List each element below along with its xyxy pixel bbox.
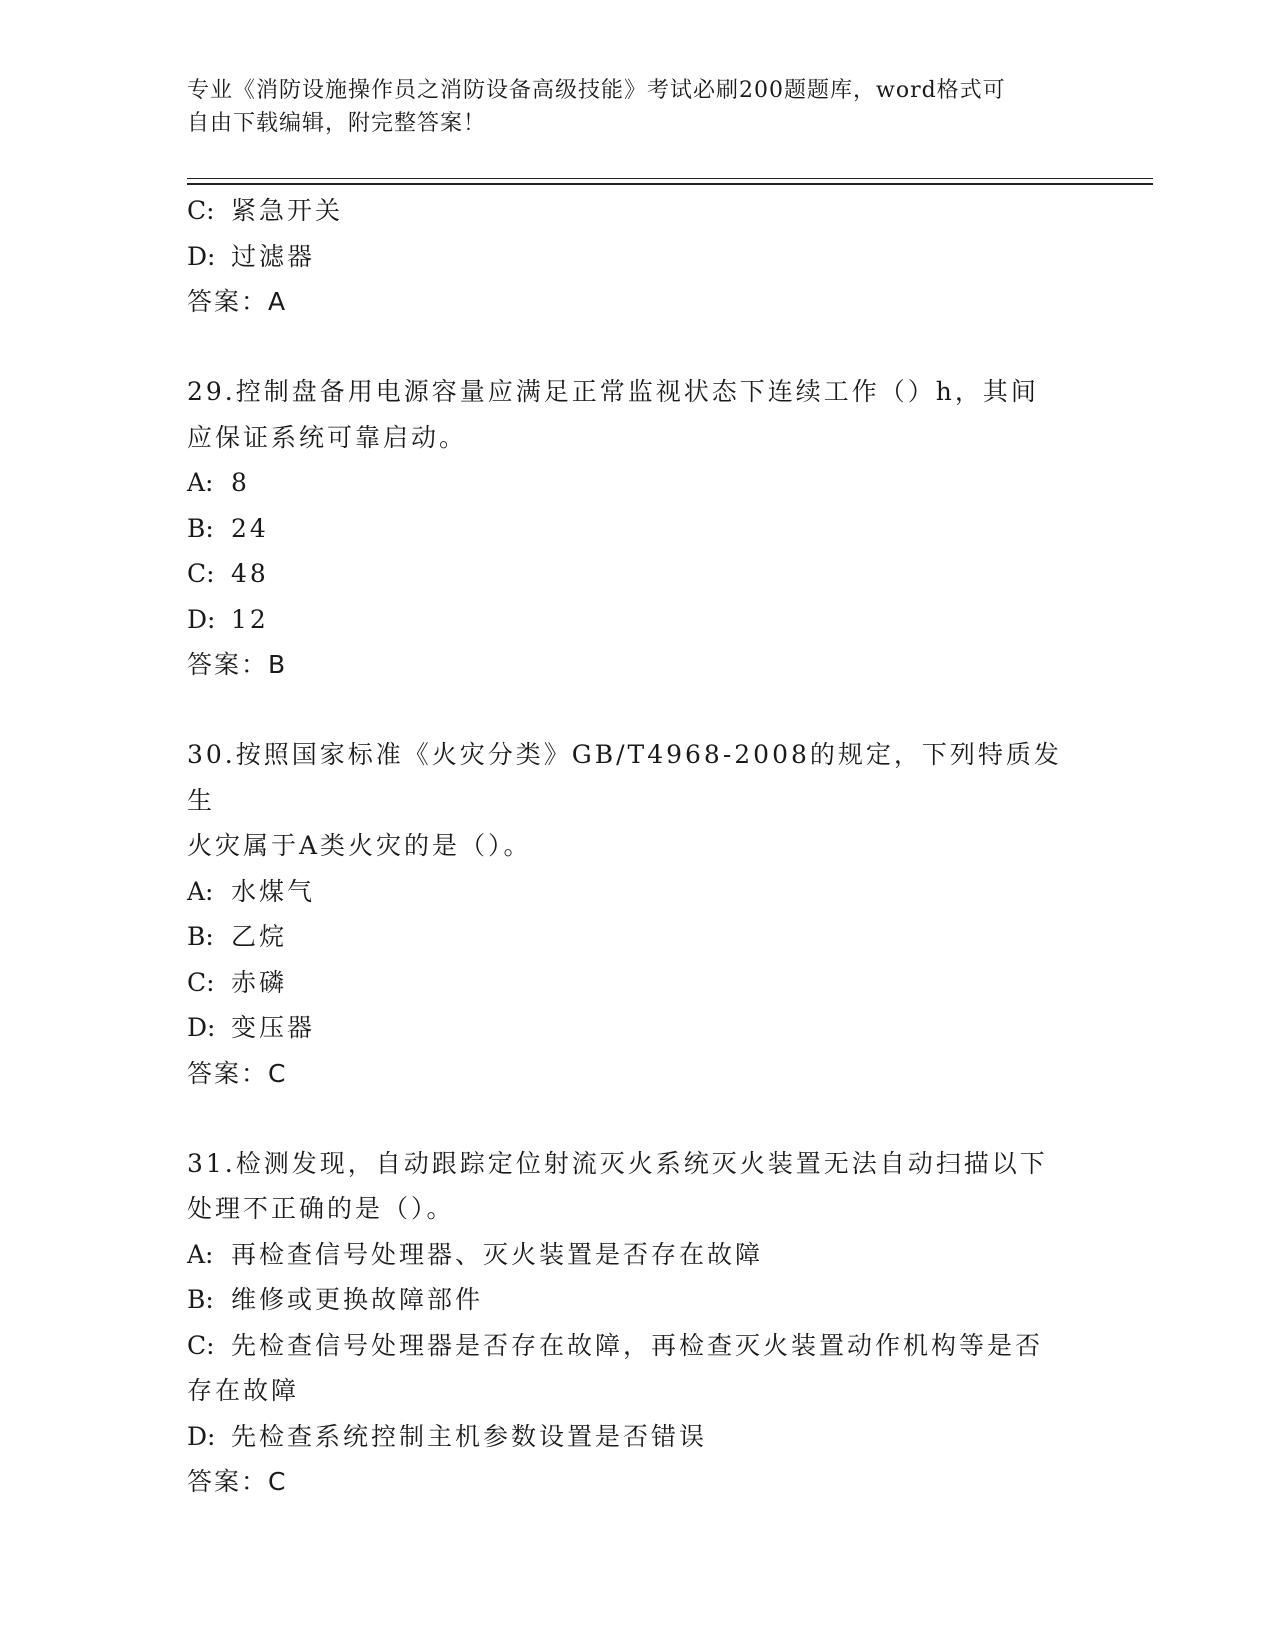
option-text-cont: 存在故障	[187, 1376, 300, 1405]
option-text: 24	[231, 513, 269, 543]
option-label: B:	[187, 1285, 214, 1314]
answer-line: 答案：C	[187, 1467, 288, 1496]
option-label: A:	[187, 468, 214, 497]
option-item	[187, 960, 1087, 1006]
question-stem-cont: 应保证系统可靠启动。	[187, 422, 468, 452]
question-list	[187, 188, 1087, 1505]
option-text: 先检查信号处理器是否存在故障，再检查灭火装置动作机构等是否	[231, 1330, 1044, 1360]
carryover-options	[187, 188, 1087, 325]
question-31	[187, 1141, 1087, 1506]
option-item	[187, 188, 1087, 234]
option-text: 紧急开关	[231, 196, 344, 225]
question-30	[187, 732, 1087, 1097]
question-stem-cont: 火灾属于A类火灾的是（）。	[187, 831, 532, 860]
option-text: 水煤气	[231, 876, 316, 906]
header-divider-thin	[187, 178, 1153, 179]
document-header	[187, 74, 1067, 140]
answer-line: 答案：C	[187, 1058, 288, 1088]
header-line-1: 专业《消防设施操作员之消防设备高级技能》考试必刷200题题库，word格式可	[187, 78, 1006, 103]
question-stem: 29.控制盘备用电源容量应满足正常监视状态下连续工作（）h，其间	[187, 377, 1039, 406]
option-text: 变压器	[231, 1013, 316, 1042]
option-label: D:	[187, 241, 216, 271]
question-stem: 30.按照国家标准《火灾分类》GB/T4968-2008的规定，下列特质发生	[187, 740, 1062, 815]
option-item	[187, 506, 1087, 552]
option-label: D:	[187, 1421, 216, 1451]
option-text: 过滤器	[231, 241, 316, 271]
option-label: A:	[187, 876, 214, 906]
option-label: C:	[187, 1330, 215, 1360]
option-label: D:	[187, 1013, 216, 1042]
option-item	[187, 551, 1087, 597]
option-item	[187, 1232, 1087, 1278]
header-line-2: 自由下载编辑，附完整答案！	[187, 111, 487, 136]
option-text: 先检查系统控制主机参数设置是否错误	[231, 1421, 708, 1451]
option-item	[187, 1277, 1087, 1323]
option-text: 乙烷	[231, 922, 288, 951]
question-29	[187, 369, 1087, 688]
option-item	[187, 914, 1087, 960]
option-item	[187, 1323, 1087, 1369]
option-item	[187, 597, 1087, 643]
option-text: 8	[231, 468, 250, 497]
option-label: A:	[187, 1239, 214, 1269]
option-item	[187, 869, 1087, 915]
option-text: 12	[231, 604, 269, 634]
header-divider-thick	[187, 183, 1153, 185]
option-text: 再检查信号处理器、灭火装置是否存在故障	[231, 1239, 764, 1269]
answer-line: 答案：B	[187, 650, 288, 679]
question-stem: 31.检测发现，自动跟踪定位射流灭火系统灭火装置无法自动扫描以下	[187, 1148, 1048, 1178]
option-text: 维修或更换故障部件	[231, 1285, 484, 1314]
question-stem-cont: 处理不正确的是（）。	[187, 1194, 455, 1223]
answer-line: 答案：A	[187, 287, 288, 316]
option-label: C:	[187, 196, 215, 225]
option-item	[187, 460, 1087, 506]
option-label: D:	[187, 604, 216, 634]
option-label: B:	[187, 513, 214, 543]
option-label: B:	[187, 922, 214, 951]
option-label: C:	[187, 559, 215, 588]
option-item	[187, 234, 1087, 280]
option-text: 48	[231, 559, 269, 588]
option-item	[187, 1414, 1087, 1460]
option-text: 赤磷	[231, 967, 288, 997]
option-label: C:	[187, 967, 215, 997]
option-item	[187, 1005, 1087, 1051]
